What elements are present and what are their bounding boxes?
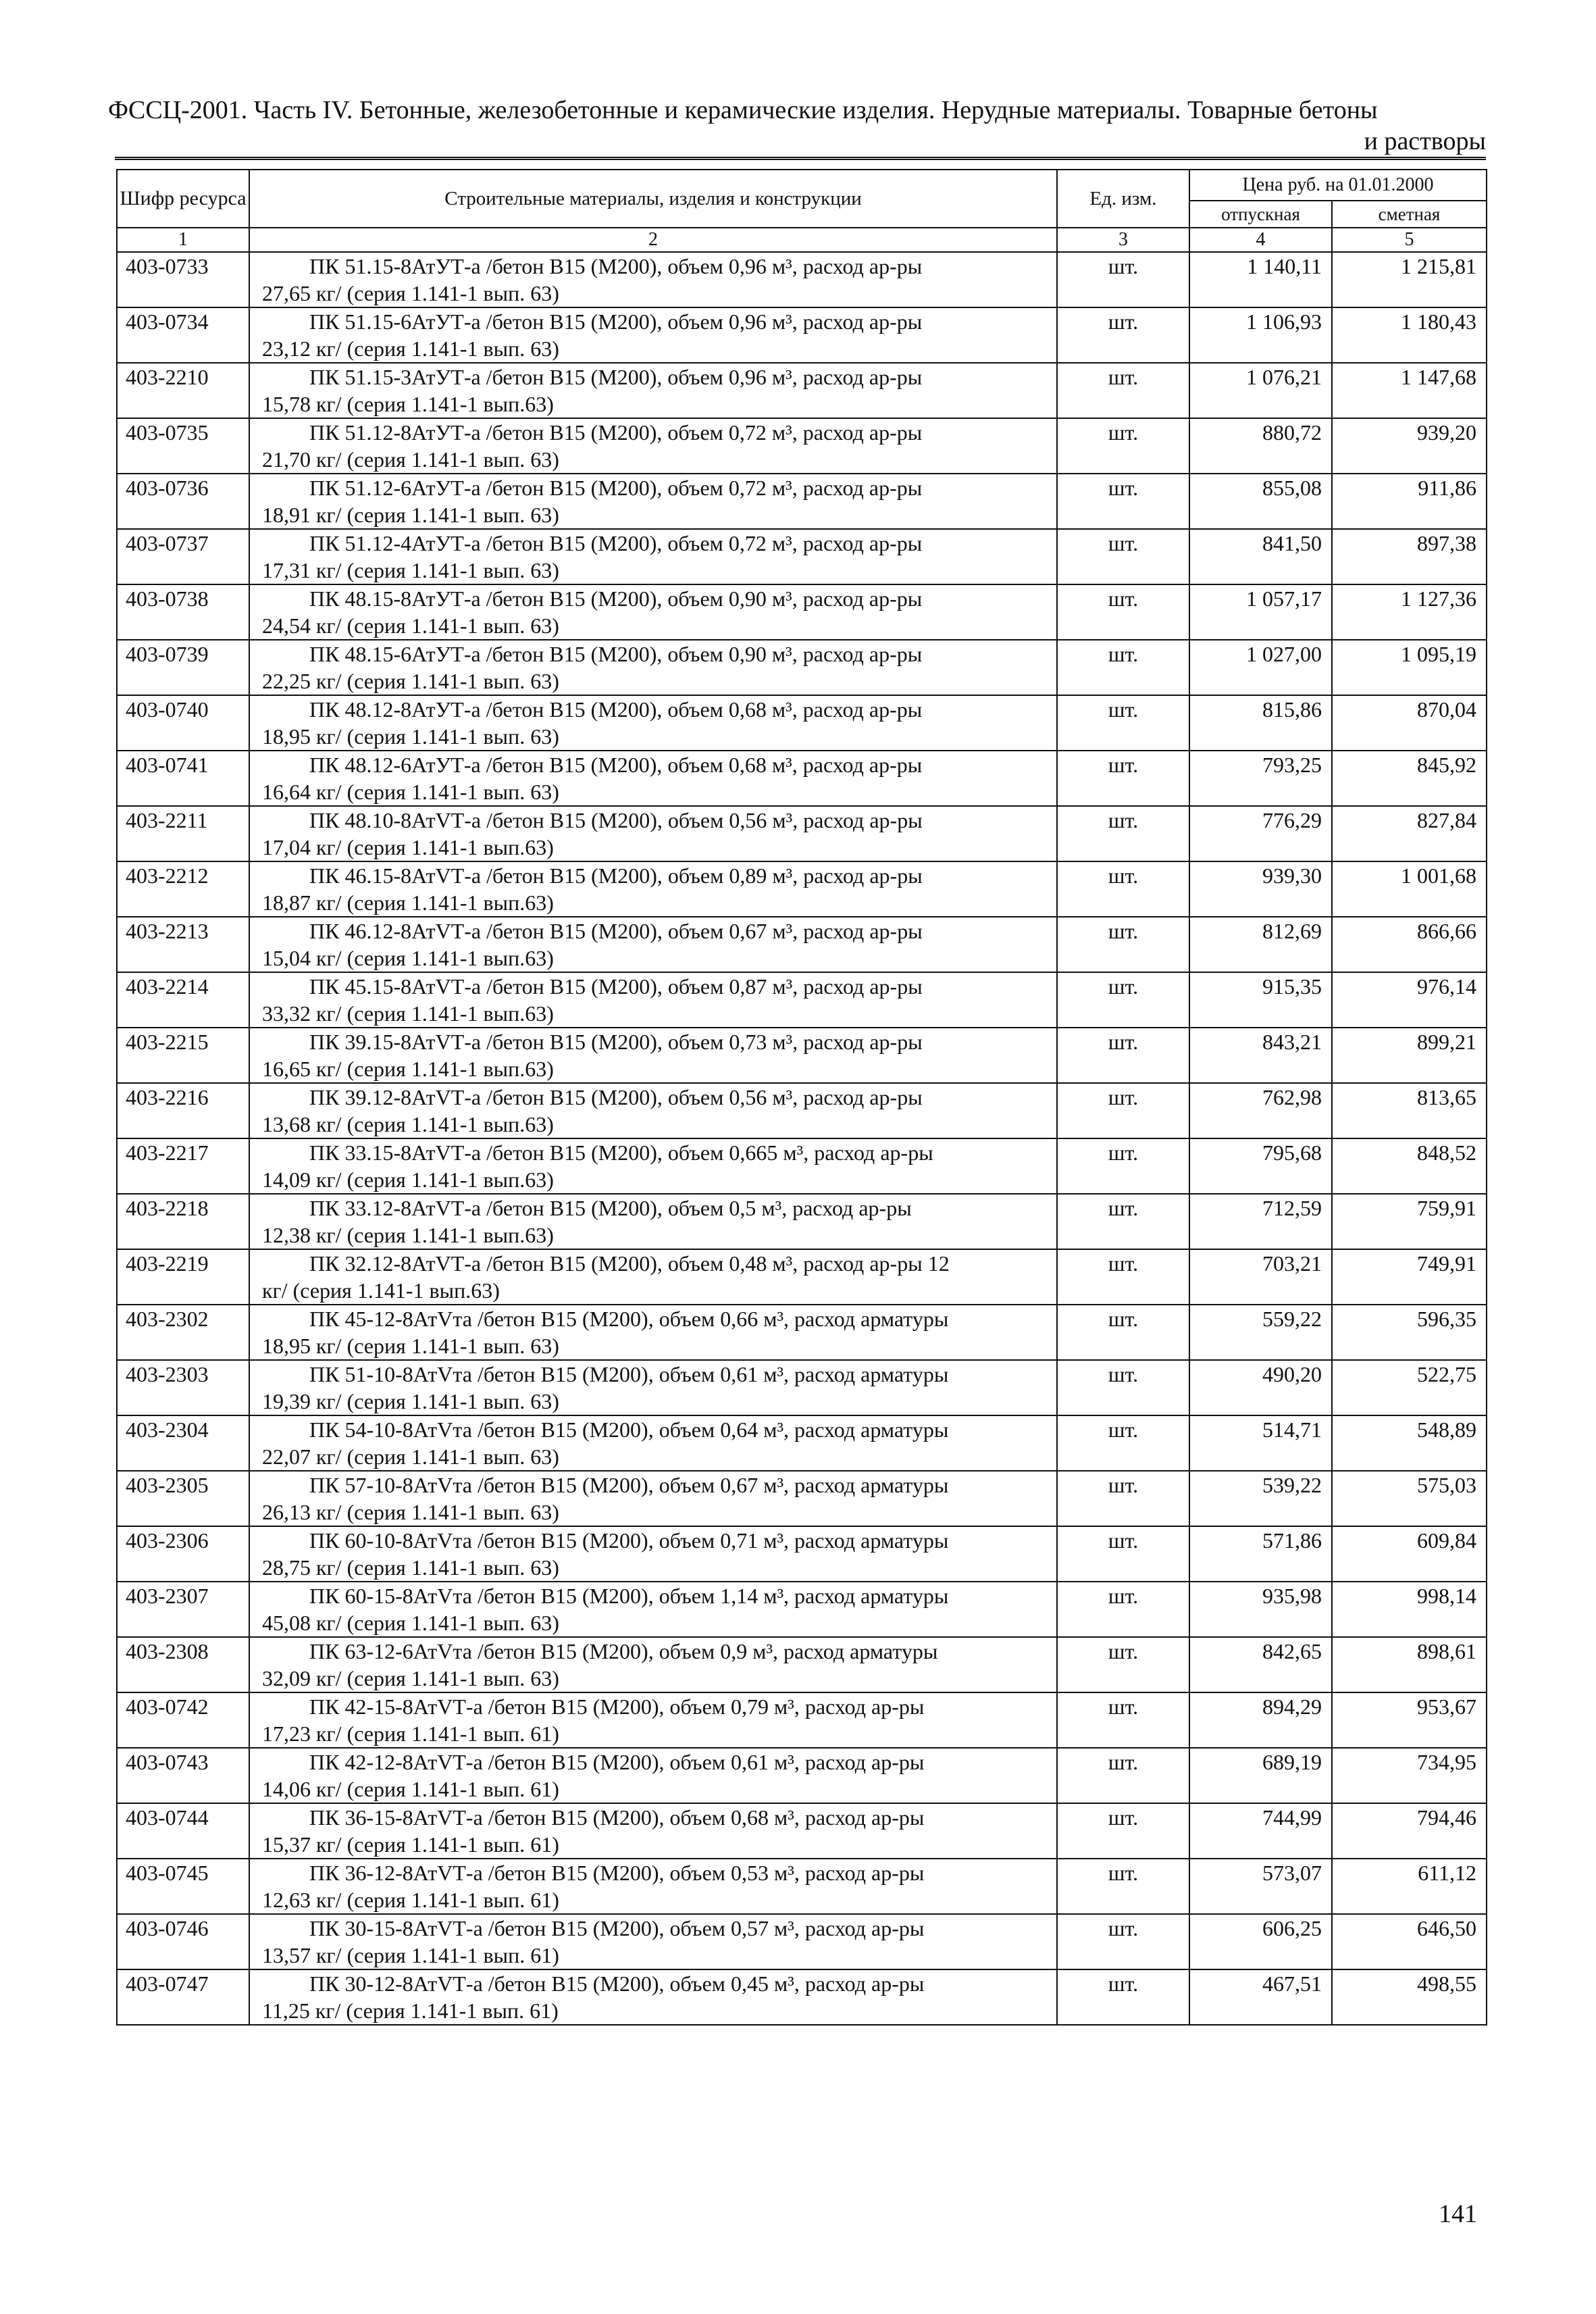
header-description: Строительные материалы, изделия и конструкции [249,170,1057,228]
material-description [249,252,1057,307]
price-estimate: 522,75 [1332,1360,1487,1415]
price-estimate: 749,91 [1332,1249,1487,1305]
description-line-2: 12,63 кг/ (серия 1.141-1 вып. 61) [262,1888,559,1912]
description-line-1: ПК 51-10-8АтVта /бетон В15 (М200), объем 0,61 м³, расход арматуры [309,1362,949,1386]
column-number: 3 [1057,228,1189,252]
material-description [249,695,1057,751]
price-release: 842,65 [1189,1637,1332,1692]
table-row [117,972,1487,1028]
material-description [249,1859,1057,1914]
table-row [117,1083,1487,1138]
unit: шт. [1057,1914,1189,1969]
price-release: 703,21 [1189,1249,1332,1305]
resource-code: 403-0737 [117,529,249,584]
unit: шт. [1057,806,1189,861]
material-description [249,418,1057,474]
table-header [117,170,1487,252]
price-release: 812,69 [1189,917,1332,972]
table-row [117,418,1487,474]
price-estimate: 911,86 [1332,474,1487,529]
description-line-2: 12,38 кг/ (серия 1.141-1 вып.63) [262,1223,554,1247]
description-line-1: ПК 39.12-8АтVТ-а /бетон В15 (М200), объем 0,56 м³, расход ар-ры [309,1085,923,1109]
table-row [117,1028,1487,1083]
description-line-2: 18,95 кг/ (серия 1.141-1 вып. 63) [262,724,559,749]
material-description [249,1249,1057,1305]
resource-code: 403-0734 [117,307,249,363]
resource-code: 403-2216 [117,1083,249,1138]
price-estimate: 939,20 [1332,418,1487,474]
price-release: 915,35 [1189,972,1332,1028]
description-line-2: 24,54 кг/ (серия 1.141-1 вып. 63) [262,613,559,638]
price-release: 855,08 [1189,474,1332,529]
price-release: 793,25 [1189,751,1332,806]
description-line-1: ПК 60-10-8АтVта /бетон В15 (М200), объем 0,71 м³, расход арматуры [309,1528,949,1553]
unit: шт. [1057,972,1189,1028]
unit: шт. [1057,1249,1189,1305]
table-row [117,1969,1487,2025]
resource-code: 403-0746 [117,1914,249,1969]
table-row [117,1859,1487,1914]
description-line-1: ПК 36-12-8АтVТ-а /бетон В15 (М200), объем 0,53 м³, расход ар-ры [309,1861,925,1885]
resource-code: 403-0736 [117,474,249,529]
price-release: 843,21 [1189,1028,1332,1083]
description-line-1: ПК 45.15-8АтVТ-а /бетон В15 (М200), объем 0,87 м³, расход ар-ры [309,974,923,999]
unit: шт. [1057,307,1189,363]
description-line-1: ПК 51.12-8АтУТ-а /бетон В15 (М200), объем 0,72 м³, расход ар-ры [309,420,923,445]
unit: шт. [1057,1859,1189,1914]
description-line-2: 15,37 кг/ (серия 1.141-1 вып. 61) [262,1832,559,1857]
material-description [249,1748,1057,1803]
material-description [249,1969,1057,2025]
description-line-2: 23,12 кг/ (серия 1.141-1 вып. 63) [262,336,559,361]
resource-code: 403-2213 [117,917,249,972]
price-estimate: 1 180,43 [1332,307,1487,363]
price-release: 815,86 [1189,695,1332,751]
price-estimate: 899,21 [1332,1028,1487,1083]
unit: шт. [1057,529,1189,584]
material-description [249,1138,1057,1194]
unit: шт. [1057,1138,1189,1194]
header-code: Шифр ресурса [117,170,249,228]
description-line-1: ПК 33.15-8АтVТ-а /бетон В15 (М200), объем 0,665 м³, расход ар-ры [309,1140,933,1165]
resource-code: 403-0747 [117,1969,249,2025]
material-description [249,1637,1057,1692]
table-row [117,751,1487,806]
price-estimate: 897,38 [1332,529,1487,584]
resource-code: 403-0739 [117,640,249,695]
description-line-1: ПК 48.10-8АтVТ-а /бетон В15 (М200), объем 0,56 м³, расход ар-ры [309,808,923,832]
description-line-1: ПК 51.15-3АтУТ-а /бетон В15 (М200), объем 0,96 м³, расход ар-ры [309,365,923,389]
unit: шт. [1057,695,1189,751]
unit: шт. [1057,1305,1189,1360]
unit: шт. [1057,363,1189,418]
description-line-2: 22,25 кг/ (серия 1.141-1 вып. 63) [262,669,559,693]
description-line-2: 21,70 кг/ (серия 1.141-1 вып. 63) [262,447,559,472]
description-line-2: 11,25 кг/ (серия 1.141-1 вып. 61) [262,1998,559,2023]
price-release: 712,59 [1189,1194,1332,1249]
unit: шт. [1057,1637,1189,1692]
table-row [117,1305,1487,1360]
price-release: 1 027,00 [1189,640,1332,695]
price-estimate: 953,67 [1332,1692,1487,1748]
price-table [116,169,1487,2026]
material-description [249,1471,1057,1526]
description-line-1: ПК 48.12-6АтУТ-а /бетон В15 (М200), объем 0,68 м³, расход ар-ры [309,753,923,777]
price-estimate: 759,91 [1332,1194,1487,1249]
header-price-estimate: сметная [1332,201,1487,228]
description-line-1: ПК 46.12-8АтVТ-а /бетон В15 (М200), объем 0,67 м³, расход ар-ры [309,919,923,943]
description-line-1: ПК 30-15-8АтVТ-а /бетон В15 (М200), объем 0,57 м³, расход ар-ры [309,1916,925,1940]
resource-code: 403-2212 [117,861,249,917]
price-estimate: 611,12 [1332,1859,1487,1914]
header-price-release: отпускная [1189,201,1332,228]
description-line-2: 13,68 кг/ (серия 1.141-1 вып.63) [262,1112,554,1136]
price-estimate: 794,46 [1332,1803,1487,1859]
price-estimate: 976,14 [1332,972,1487,1028]
material-description [249,751,1057,806]
header-price: Цена руб. на 01.01.2000 [1189,170,1487,201]
price-estimate: 1 127,36 [1332,584,1487,640]
material-description [249,1194,1057,1249]
description-line-1: ПК 46.15-8АтVТ-а /бетон В15 (М200), объем 0,89 м³, расход ар-ры [309,863,923,888]
resource-code: 403-0740 [117,695,249,751]
material-description [249,1305,1057,1360]
unit: шт. [1057,418,1189,474]
resource-code: 403-0735 [117,418,249,474]
resource-code: 403-2219 [117,1249,249,1305]
resource-code: 403-2210 [117,363,249,418]
description-line-2: 28,75 кг/ (серия 1.141-1 вып. 63) [262,1555,559,1580]
price-release: 894,29 [1189,1692,1332,1748]
material-description [249,529,1057,584]
unit: шт. [1057,1194,1189,1249]
resource-code: 403-0742 [117,1692,249,1748]
price-release: 935,98 [1189,1582,1332,1637]
price-estimate: 734,95 [1332,1748,1487,1803]
description-line-2: кг/ (серия 1.141-1 вып.63) [262,1278,500,1303]
material-description [249,640,1057,695]
title-line-2: и растворы [1364,127,1486,155]
description-line-2: 16,65 кг/ (серия 1.141-1 вып.63) [262,1057,554,1081]
resource-code: 403-2218 [117,1194,249,1249]
table-row [117,252,1487,307]
price-estimate: 845,92 [1332,751,1487,806]
price-estimate: 827,84 [1332,806,1487,861]
material-description [249,1526,1057,1582]
table-row [117,474,1487,529]
price-release: 539,22 [1189,1471,1332,1526]
price-estimate: 548,89 [1332,1415,1487,1471]
column-number: 4 [1189,228,1332,252]
price-estimate: 1 095,19 [1332,640,1487,695]
price-release: 559,22 [1189,1305,1332,1360]
price-release: 490,20 [1189,1360,1332,1415]
material-description [249,1360,1057,1415]
description-line-2: 18,95 кг/ (серия 1.141-1 вып. 63) [262,1334,559,1358]
price-estimate: 575,03 [1332,1471,1487,1526]
material-description [249,1582,1057,1637]
price-release: 467,51 [1189,1969,1332,2025]
document-title [108,95,1486,157]
column-number: 5 [1332,228,1487,252]
description-line-1: ПК 51.15-6АтУТ-а /бетон В15 (М200), объем 0,96 м³, расход ар-ры [309,309,923,334]
description-line-1: ПК 54-10-8АтVта /бетон В15 (М200), объем 0,64 м³, расход арматуры [309,1417,949,1442]
description-line-2: 22,07 кг/ (серия 1.141-1 вып. 63) [262,1444,559,1469]
material-description [249,1914,1057,1969]
table-row [117,307,1487,363]
unit: шт. [1057,751,1189,806]
description-line-1: ПК 51.12-6АтУТ-а /бетон В15 (М200), объем 0,72 м³, расход ар-ры [309,476,923,500]
price-release: 880,72 [1189,418,1332,474]
unit: шт. [1057,1471,1189,1526]
description-line-1: ПК 36-15-8АтVТ-а /бетон В15 (М200), объем 0,68 м³, расход ар-ры [309,1805,925,1830]
title-rule [115,157,1486,160]
price-release: 573,07 [1189,1859,1332,1914]
unit: шт. [1057,1083,1189,1138]
resource-code: 403-2308 [117,1637,249,1692]
description-line-2: 15,78 кг/ (серия 1.141-1 вып.63) [262,392,554,416]
price-release: 939,30 [1189,861,1332,917]
price-release: 1 057,17 [1189,584,1332,640]
unit: шт. [1057,252,1189,307]
resource-code: 403-2211 [117,806,249,861]
table-row [117,1415,1487,1471]
material-description [249,1803,1057,1859]
price-release: 1 140,11 [1189,252,1332,307]
table-row [117,1471,1487,1526]
table-row [117,806,1487,861]
description-line-1: ПК 48.15-8АтУТ-а /бетон В15 (М200), объем 0,90 м³, расход ар-ры [309,586,923,611]
description-line-2: 45,08 кг/ (серия 1.141-1 вып. 63) [262,1611,559,1635]
price-estimate: 870,04 [1332,695,1487,751]
material-description [249,584,1057,640]
table-row [117,917,1487,972]
price-estimate: 1 147,68 [1332,363,1487,418]
table-row [117,529,1487,584]
resource-code: 403-0743 [117,1748,249,1803]
description-line-2: 26,13 кг/ (серия 1.141-1 вып. 63) [262,1500,559,1524]
description-line-2: 17,23 кг/ (серия 1.141-1 вып. 61) [262,1721,559,1746]
table-row [117,1249,1487,1305]
resource-code: 403-2307 [117,1582,249,1637]
resource-code: 403-2302 [117,1305,249,1360]
resource-code: 403-2215 [117,1028,249,1083]
description-line-2: 32,09 кг/ (серия 1.141-1 вып. 63) [262,1666,559,1690]
resource-code: 403-2214 [117,972,249,1028]
header-unit: Ед. изм. [1057,170,1189,228]
description-line-2: 17,04 кг/ (серия 1.141-1 вып.63) [262,835,554,859]
table-body [117,252,1487,2025]
unit: шт. [1057,1748,1189,1803]
description-line-2: 27,65 кг/ (серия 1.141-1 вып. 63) [262,281,559,305]
description-line-1: ПК 57-10-8АтVта /бетон В15 (М200), объем 0,67 м³, расход арматуры [309,1473,949,1497]
description-line-1: ПК 32.12-8АтVТ-а /бетон В15 (М200), объем 0,48 м³, расход ар-ры 12 [309,1251,950,1276]
material-description [249,917,1057,972]
table-row [117,363,1487,418]
description-line-2: 16,64 кг/ (серия 1.141-1 вып. 63) [262,780,559,804]
unit: шт. [1057,584,1189,640]
column-number-row [117,228,1487,252]
description-line-2: 19,39 кг/ (серия 1.141-1 вып. 63) [262,1389,559,1413]
price-release: 744,99 [1189,1803,1332,1859]
description-line-1: ПК 48.15-6АтУТ-а /бетон В15 (М200), объем 0,90 м³, расход ар-ры [309,642,923,666]
unit: шт. [1057,1582,1189,1637]
description-line-1: ПК 42-12-8АтVТ-а /бетон В15 (М200), объем 0,61 м³, расход ар-ры [309,1750,925,1774]
material-description [249,1415,1057,1471]
description-line-1: ПК 33.12-8АтVТ-а /бетон В15 (М200), объем 0,5 м³, расход ар-ры [309,1196,912,1220]
column-number: 2 [249,228,1057,252]
description-line-1: ПК 48.12-8АтУТ-а /бетон В15 (М200), объем 0,68 м³, расход ар-ры [309,697,923,722]
price-estimate: 866,66 [1332,917,1487,972]
unit: шт. [1057,1360,1189,1415]
price-estimate: 998,14 [1332,1582,1487,1637]
price-estimate: 596,35 [1332,1305,1487,1360]
table-row [117,1692,1487,1748]
table-row [117,1637,1487,1692]
resource-code: 403-2217 [117,1138,249,1194]
table-row [117,1194,1487,1249]
unit: шт. [1057,1526,1189,1582]
table-row [117,861,1487,917]
description-line-1: ПК 60-15-8АтVта /бетон В15 (М200), объем 1,14 м³, расход арматуры [309,1584,949,1608]
table-row [117,1582,1487,1637]
description-line-1: ПК 30-12-8АтVТ-а /бетон В15 (М200), объем 0,45 м³, расход ар-ры [309,1971,925,1996]
resource-code: 403-2304 [117,1415,249,1471]
resource-code: 403-0744 [117,1803,249,1859]
description-line-1: ПК 39.15-8АтVТ-а /бетон В15 (М200), объем 0,73 м³, расход ар-ры [309,1030,923,1054]
material-description [249,1028,1057,1083]
price-estimate: 848,52 [1332,1138,1487,1194]
title-line-1: ФССЦ-2001. Часть IV. Бетонные, железобетонные и керамические изделия. Нерудные материалы. Товарные бетоны [108,96,1378,124]
description-line-2: 18,87 кг/ (серия 1.141-1 вып.63) [262,890,554,915]
material-description [249,861,1057,917]
unit: шт. [1057,474,1189,529]
unit: шт. [1057,640,1189,695]
unit: шт. [1057,861,1189,917]
price-estimate: 609,84 [1332,1526,1487,1582]
description-line-1: ПК 51.12-4АтУТ-а /бетон В15 (М200), объем 0,72 м³, расход ар-ры [309,531,923,555]
price-release: 571,86 [1189,1526,1332,1582]
description-line-2: 17,31 кг/ (серия 1.141-1 вып. 63) [262,558,559,582]
material-description [249,363,1057,418]
page-number: 141 [1439,2200,1477,2228]
description-line-2: 18,91 кг/ (серия 1.141-1 вып. 63) [262,503,559,527]
price-estimate: 813,65 [1332,1083,1487,1138]
table-row [117,584,1487,640]
table-row [117,640,1487,695]
unit: шт. [1057,917,1189,972]
material-description [249,1692,1057,1748]
material-description [249,474,1057,529]
table-row [117,1526,1487,1582]
price-release: 776,29 [1189,806,1332,861]
description-line-2: 13,57 кг/ (серия 1.141-1 вып. 61) [262,1943,559,1967]
table-row [117,1748,1487,1803]
price-release: 606,25 [1189,1914,1332,1969]
resource-code: 403-0741 [117,751,249,806]
resource-code: 403-2306 [117,1526,249,1582]
description-line-1: ПК 45-12-8АтVта /бетон В15 (М200), объем 0,66 м³, расход арматуры [309,1307,949,1331]
table-row [117,1803,1487,1859]
price-release: 1 106,93 [1189,307,1332,363]
price-estimate: 498,55 [1332,1969,1487,2025]
resource-code: 403-0745 [117,1859,249,1914]
material-description [249,806,1057,861]
description-line-2: 14,09 кг/ (серия 1.141-1 вып.63) [262,1167,554,1192]
price-estimate: 1 001,68 [1332,861,1487,917]
unit: шт. [1057,1415,1189,1471]
price-release: 841,50 [1189,529,1332,584]
unit: шт. [1057,1803,1189,1859]
description-line-2: 33,32 кг/ (серия 1.141-1 вып.63) [262,1001,554,1026]
table-row [117,1138,1487,1194]
price-estimate: 898,61 [1332,1637,1487,1692]
table-row [117,1914,1487,1969]
price-estimate: 646,50 [1332,1914,1487,1969]
unit: шт. [1057,1692,1189,1748]
resource-code: 403-2303 [117,1360,249,1415]
column-number: 1 [117,228,249,252]
material-description [249,1083,1057,1138]
description-line-1: ПК 42-15-8АтVТ-а /бетон В15 (М200), объем 0,79 м³, расход ар-ры [309,1694,925,1719]
price-release: 1 076,21 [1189,363,1332,418]
price-release: 514,71 [1189,1415,1332,1471]
description-line-1: ПК 51.15-8АтУТ-а /бетон В15 (М200), объем 0,96 м³, расход ар-ры [309,254,923,278]
description-line-2: 15,04 кг/ (серия 1.141-1 вып.63) [262,946,554,970]
price-release: 762,98 [1189,1083,1332,1138]
price-estimate: 1 215,81 [1332,252,1487,307]
resource-code: 403-0733 [117,252,249,307]
table-row [117,695,1487,751]
resource-code: 403-2305 [117,1471,249,1526]
description-line-1: ПК 63-12-6АтVта /бетон В15 (М200), объем 0,9 м³, расход арматуры [309,1639,938,1663]
price-release: 795,68 [1189,1138,1332,1194]
unit: шт. [1057,1028,1189,1083]
resource-code: 403-0738 [117,584,249,640]
description-line-2: 14,06 кг/ (серия 1.141-1 вып. 61) [262,1777,559,1801]
price-release: 689,19 [1189,1748,1332,1803]
material-description [249,972,1057,1028]
unit: шт. [1057,1969,1189,2025]
material-description [249,307,1057,363]
table-row [117,1360,1487,1415]
